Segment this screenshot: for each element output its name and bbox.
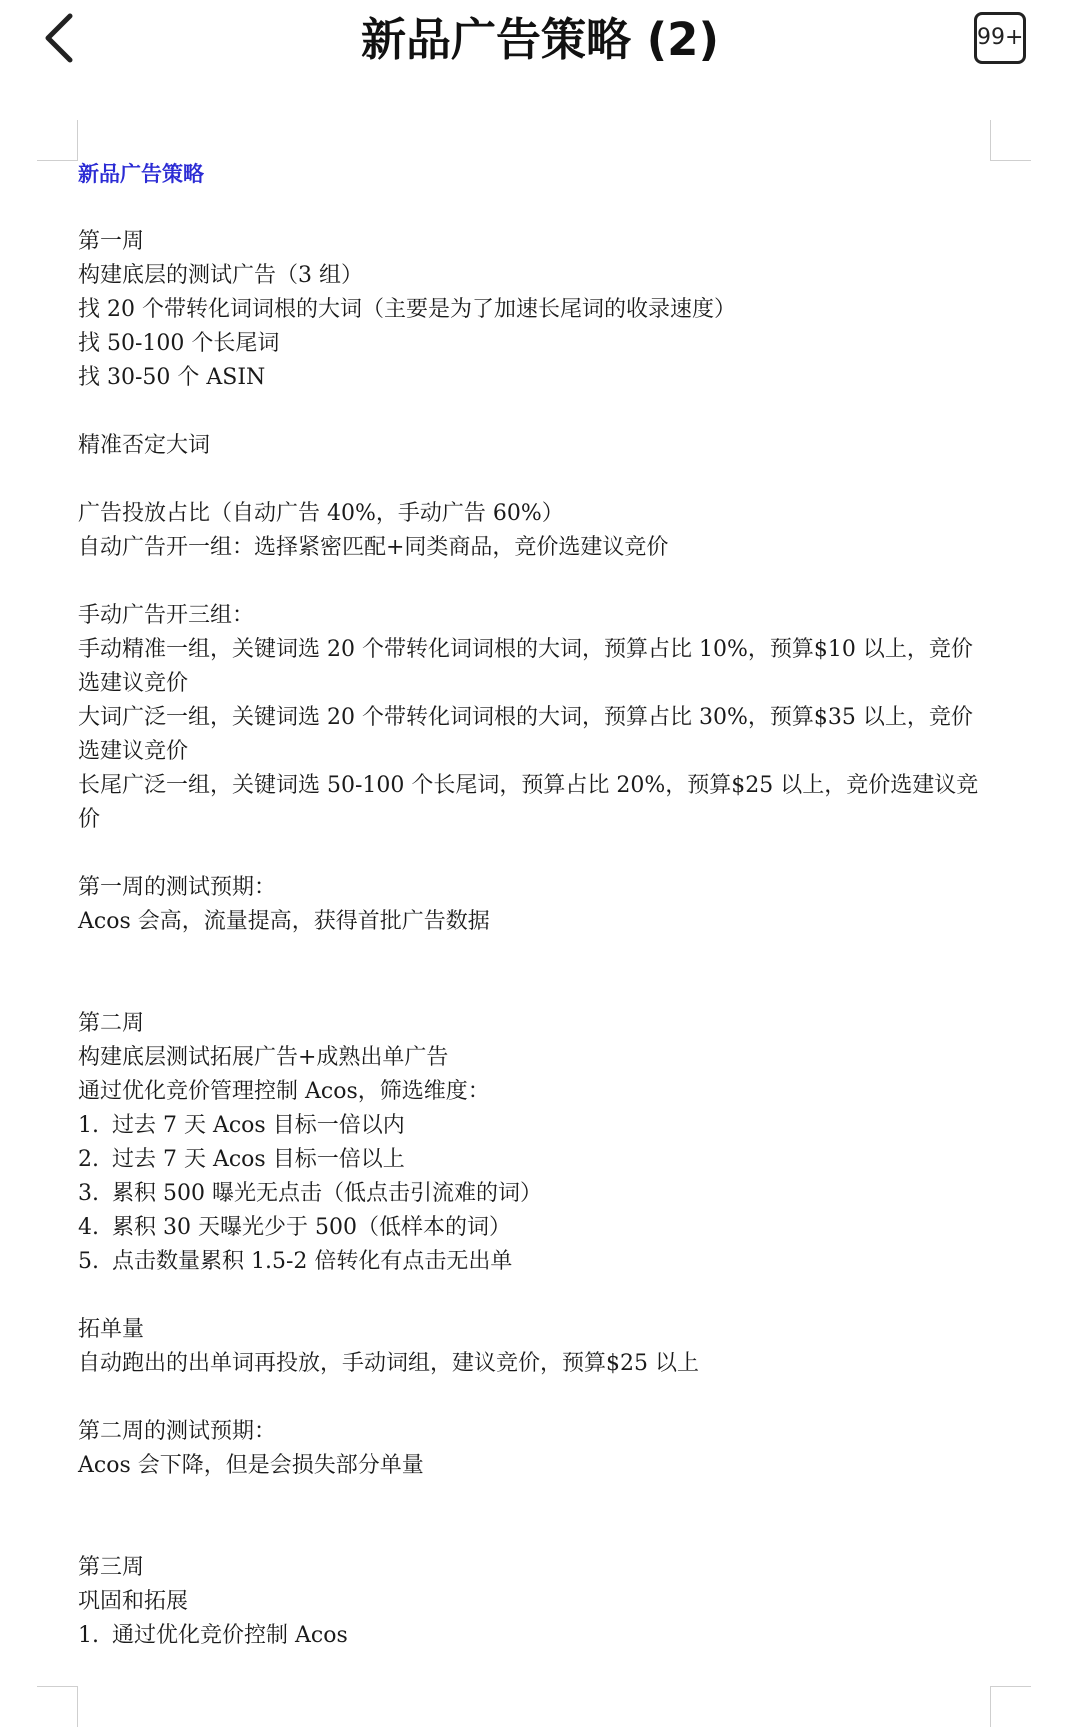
paragraph-line: 第一周的测试预期： xyxy=(78,875,277,900)
list-text: 点击数量累积 1.5-2 倍转化有点击无出单 xyxy=(112,1249,513,1274)
list-text: 通过优化竞价控制 Acos xyxy=(112,1623,348,1648)
paragraph-line: Acos 会高，流量提高，获得首批广告数据 xyxy=(78,909,490,934)
paragraph-line: 找 20 个带转化词词根的大词（主要是为了加速长尾词的收录速度） xyxy=(78,297,736,322)
paragraph-line: 长尾广泛一组，关键词选 50-100 个长尾词，预算占比 20%，预算$25 以上，竞价选建议竞 xyxy=(78,773,979,798)
paragraph-line: 大词广泛一组，关键词选 20 个带转化词词根的大词，预算占比 30%，预算$35 以上，竞价 xyxy=(78,705,973,730)
week2-title: 第二周 xyxy=(78,1011,145,1036)
list-number: 1. xyxy=(78,1113,99,1138)
list-number: 4. xyxy=(78,1215,99,1240)
list-number: 1. xyxy=(78,1623,99,1648)
list-number: 5. xyxy=(78,1249,99,1274)
list-number: 2. xyxy=(78,1147,99,1172)
paragraph-line: 精准否定大词 xyxy=(78,433,211,458)
paragraph-line: 巩固和拓展 xyxy=(78,1589,189,1614)
tab-count-badge[interactable]: 99+ xyxy=(974,12,1026,64)
list-item xyxy=(78,1143,998,1177)
page-title: 新品广告策略 (2) xyxy=(360,13,720,66)
list-item xyxy=(78,1619,998,1653)
list-item xyxy=(78,1177,998,1211)
week3-title: 第三周 xyxy=(78,1555,145,1580)
paragraph-line: Acos 会下降，但是会损失部分单量 xyxy=(78,1453,424,1478)
list-item xyxy=(78,1245,998,1279)
paragraph-line: 构建底层测试拓展广告+成熟出单广告 xyxy=(78,1045,449,1070)
list-text: 过去 7 天 Acos 目标一倍以上 xyxy=(112,1147,405,1172)
week1-title: 第一周 xyxy=(78,229,145,254)
paragraph-line: 手动广告开三组： xyxy=(78,603,255,628)
chevron-left-icon xyxy=(40,8,96,68)
list-text: 累积 30 天曝光少于 500（低样本的词） xyxy=(112,1215,511,1240)
document-heading: 新品广告策略 xyxy=(78,162,204,186)
page-corner-mark xyxy=(37,1686,78,1727)
page-corner-mark xyxy=(990,120,1031,161)
paragraph-line: 通过优化竞价管理控制 Acos，筛选维度： xyxy=(78,1079,490,1104)
document-body xyxy=(78,157,998,1653)
page-corner-mark xyxy=(990,1686,1031,1727)
back-button[interactable] xyxy=(40,8,96,68)
paragraph-line: 第二周的测试预期： xyxy=(78,1419,277,1444)
paragraph-line: 选建议竞价 xyxy=(78,739,189,764)
paragraph-line: 找 50-100 个长尾词 xyxy=(78,331,280,356)
paragraph-line: 拓单量 xyxy=(78,1317,145,1342)
paragraph-line: 自动跑出的出单词再投放，手动词组，建议竞价，预算$25 以上 xyxy=(78,1351,699,1376)
list-item xyxy=(78,1211,998,1245)
paragraph-line: 构建底层的测试广告（3 组） xyxy=(78,263,363,288)
list-item xyxy=(78,1109,998,1143)
list-text: 累积 500 曝光无点击（低点击引流难的词） xyxy=(112,1181,542,1206)
list-number: 3. xyxy=(78,1181,99,1206)
paragraph-line: 价 xyxy=(78,807,101,832)
paragraph-line: 选建议竞价 xyxy=(78,671,189,696)
paragraph-line: 广告投放占比（自动广告 40%，手动广告 60%） xyxy=(78,501,564,526)
top-bar xyxy=(0,0,1080,82)
paragraph-line: 自动广告开一组：选择紧密匹配+同类商品，竞价选建议竞价 xyxy=(78,535,669,560)
paragraph-line: 找 30-50 个 ASIN xyxy=(78,365,266,390)
page-corner-mark xyxy=(37,120,78,161)
paragraph-line: 手动精准一组，关键词选 20 个带转化词词根的大词，预算占比 10%，预算$10 以上，竞价 xyxy=(78,637,973,662)
list-text: 过去 7 天 Acos 目标一倍以内 xyxy=(112,1113,405,1138)
